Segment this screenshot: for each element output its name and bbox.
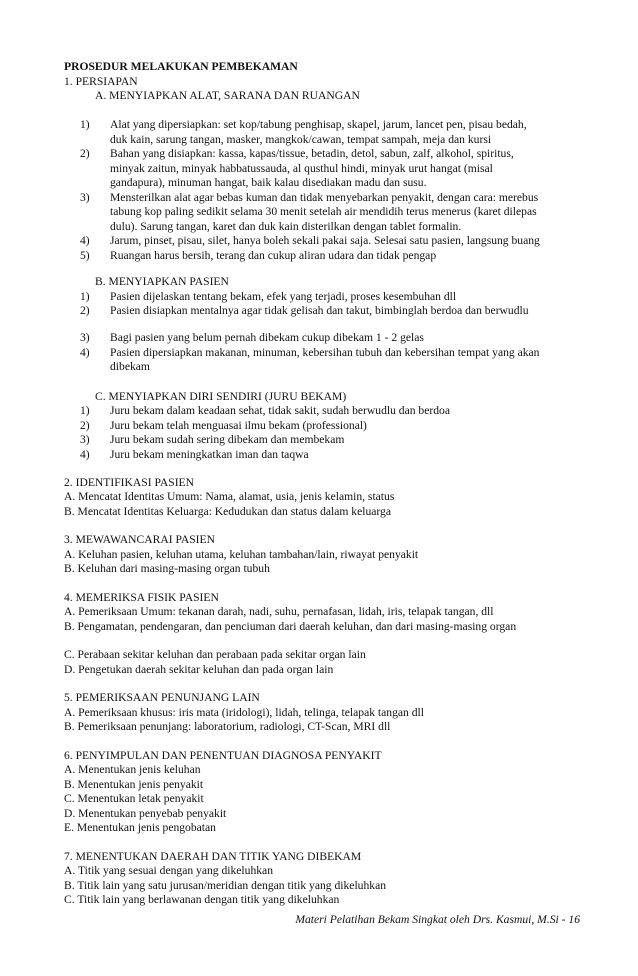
list-item-continuation: dibekam xyxy=(110,360,150,373)
list-item-continuation: duk kain, sarung tangan, masker, mangkok/cawan, tempat sampah, meja dan kursi xyxy=(110,133,492,146)
list-item-continuation: tabung kop paling sedikit selama 30 menit setelah air mendidih terus menerus (karet dilepas xyxy=(110,205,537,218)
list-item xyxy=(80,304,529,319)
list-text: Juru bekam dalam keadaan sehat, tidak sakit, sudah berwudlu dan berdoa xyxy=(110,404,450,417)
section-5-heading: 5. PEMERIKSAAN PENUNJANG LAIN xyxy=(64,691,260,704)
section-7-heading: 7. MENENTUKAN DAERAH DAN TITIK YANG DIBEKAM xyxy=(64,850,362,863)
section-line: C. Menentukan letak penyakit xyxy=(64,792,204,805)
list-item xyxy=(80,433,344,448)
list-item-continuation: minyak zaitun, minyak habbatussauda, al qusthul hindi, minyak urut hangat (misal xyxy=(110,162,493,175)
section-2-heading: 2. IDENTIFIKASI PASIEN xyxy=(64,476,195,489)
section-4-heading: 4. MEMERIKSA FISIK PASIEN xyxy=(64,591,219,604)
list-number: 2) xyxy=(80,304,90,317)
list-number: 1) xyxy=(80,404,90,417)
list-item xyxy=(80,404,450,419)
section-line: A. Pemeriksaan Umum: tekanan darah, nadi, suhu, pernafasan, lidah, iris, telapak tangan, dll xyxy=(64,605,494,618)
list-text: Jarum, pinset, pisau, silet, hanya boleh sekali pakai saja. Selesai satu pasien, langsung buang xyxy=(110,234,540,247)
page-title: PROSEDUR MELAKUKAN PEMBEKAMAN xyxy=(64,60,298,73)
section-line: C. Perabaan sekitar keluhan dan perabaan pada sekitar organ lain xyxy=(64,648,366,661)
list-number: 1) xyxy=(80,118,90,131)
list-item xyxy=(80,290,456,305)
list-number: 4) xyxy=(80,448,90,461)
list-number: 3) xyxy=(80,331,90,344)
subsection-1c-heading: C. MENYIAPKAN DIRI SENDIRI (JURU BEKAM) xyxy=(95,390,347,403)
list-item xyxy=(80,448,309,463)
section-line: A. Menentukan jenis keluhan xyxy=(64,763,201,776)
section-line: B. Keluhan dari masing-masing organ tubuh xyxy=(64,562,270,575)
list-number: 3) xyxy=(80,433,90,446)
list-number: 4) xyxy=(80,346,90,359)
list-item xyxy=(80,249,436,264)
list-number: 2) xyxy=(80,147,90,160)
list-text: Juru bekam telah menguasai ilmu bekam (professional) xyxy=(110,419,367,432)
list-text: Mensterilkan alat agar bebas kuman dan tidak menyebarkan penyakit, dengan cara: merebus xyxy=(110,191,539,204)
list-text: Juru bekam sudah sering dibekam dan membekam xyxy=(110,433,345,446)
list-item xyxy=(80,191,538,206)
list-text: Pasien dipersiapkan makanan, minuman, kebersihan tubuh dan kebersihan tempat yang akan xyxy=(110,346,540,359)
section-line: E. Menentukan jenis pengobatan xyxy=(64,821,216,834)
section-line: A. Pemeriksaan khusus: iris mata (iridologi), lidah, telinga, telapak tangan dll xyxy=(64,706,424,719)
section-line: A. Titik yang sesuai dengan yang dikeluhkan xyxy=(64,864,273,877)
list-number: 5) xyxy=(80,249,90,262)
list-text: Pasien disiapkan mentalnya agar tidak gelisah dan takut, bimbinglah berdoa dan berwudlu xyxy=(110,304,529,317)
list-number: 2) xyxy=(80,419,90,432)
list-text: Juru bekam meningkatkan iman dan taqwa xyxy=(110,448,309,461)
list-item xyxy=(80,234,540,249)
list-item xyxy=(80,118,527,133)
list-text: Bahan yang disiapkan: kassa, kapas/tissue, betadin, detol, sabun, zalf, alkohol, spiritus, xyxy=(110,147,514,160)
section-line: B. Menentukan jenis penyakit xyxy=(64,778,204,791)
list-text: Bagi pasien yang belum pernah dibekam cukup dibekam 1 - 2 gelas xyxy=(110,331,424,344)
section-line: B. Titik lain yang satu jurusan/meridian dengan titik yang dikeluhkan xyxy=(64,879,387,892)
section-3-heading: 3. MEWAWANCARAI PASIEN xyxy=(64,533,215,546)
section-line: A. Mencatat Identitas Umum: Nama, alamat, usia, jenis kelamin, status xyxy=(64,490,395,503)
section-6-heading: 6. PENYIMPULAN DAN PENENTUAN DIAGNOSA PENYAKIT xyxy=(64,749,382,762)
section-line: A. Keluhan pasien, keluhan utama, keluhan tambahan/lain, riwayat penyakit xyxy=(64,548,419,561)
section-line: B. Mencatat Identitas Keluarga: Kedudukan dan status dalam keluarga xyxy=(64,505,391,518)
list-text: Alat yang dipersiapkan: set kop/tabung penghisap, skapel, jarum, lancet pen, pisau bedah, xyxy=(110,118,527,131)
list-text: Ruangan harus bersih, terang dan cukup aliran udara dan tidak pengap xyxy=(110,249,437,262)
section-1-heading: 1. PERSIAPAN xyxy=(64,75,138,88)
list-item xyxy=(80,147,514,162)
list-item-continuation: dulu). Sarung tangan, karet dan duk kain disterilkan dengan tablet formalin. xyxy=(110,220,462,233)
list-text: Pasien dijelaskan tentang bekam, efek yang terjadi, proses kesembuhan dll xyxy=(110,290,457,303)
section-line: B. Pemeriksaan penunjang: laboratorium, radiologi, CT-Scan, MRI dll xyxy=(64,720,391,733)
subsection-1b-heading: B. MENYIAPKAN PASIEN xyxy=(95,275,229,288)
list-item xyxy=(80,419,367,434)
list-number: 3) xyxy=(80,191,90,204)
section-line: C. Titik lain yang berlawanan dengan titik yang dikeluhkan xyxy=(64,893,340,906)
section-line: D. Pengetukan daerah sekitar keluhan dan pada organ lain xyxy=(64,663,334,676)
list-number: 1) xyxy=(80,290,90,303)
subsection-1a-heading: A. MENYIAPKAN ALAT, SARANA DAN RUANGAN xyxy=(95,89,360,102)
list-number: 4) xyxy=(80,234,90,247)
list-item xyxy=(80,331,424,346)
section-line: D. Menentukan penyebab penyakit xyxy=(64,807,227,820)
list-item xyxy=(80,346,539,361)
list-item-continuation: gandapura), minuman hangat, baik kalau disediakan madu dan susu. xyxy=(110,176,427,189)
section-line: B. Pengamatan, pendengaran, dan penciuman dari daerah keluhan, dan dari masing-masing organ xyxy=(64,620,517,633)
page-footer: Materi Pelatihan Bekam Singkat oleh Drs. Kasmui, M.Si - 16 xyxy=(295,913,580,926)
